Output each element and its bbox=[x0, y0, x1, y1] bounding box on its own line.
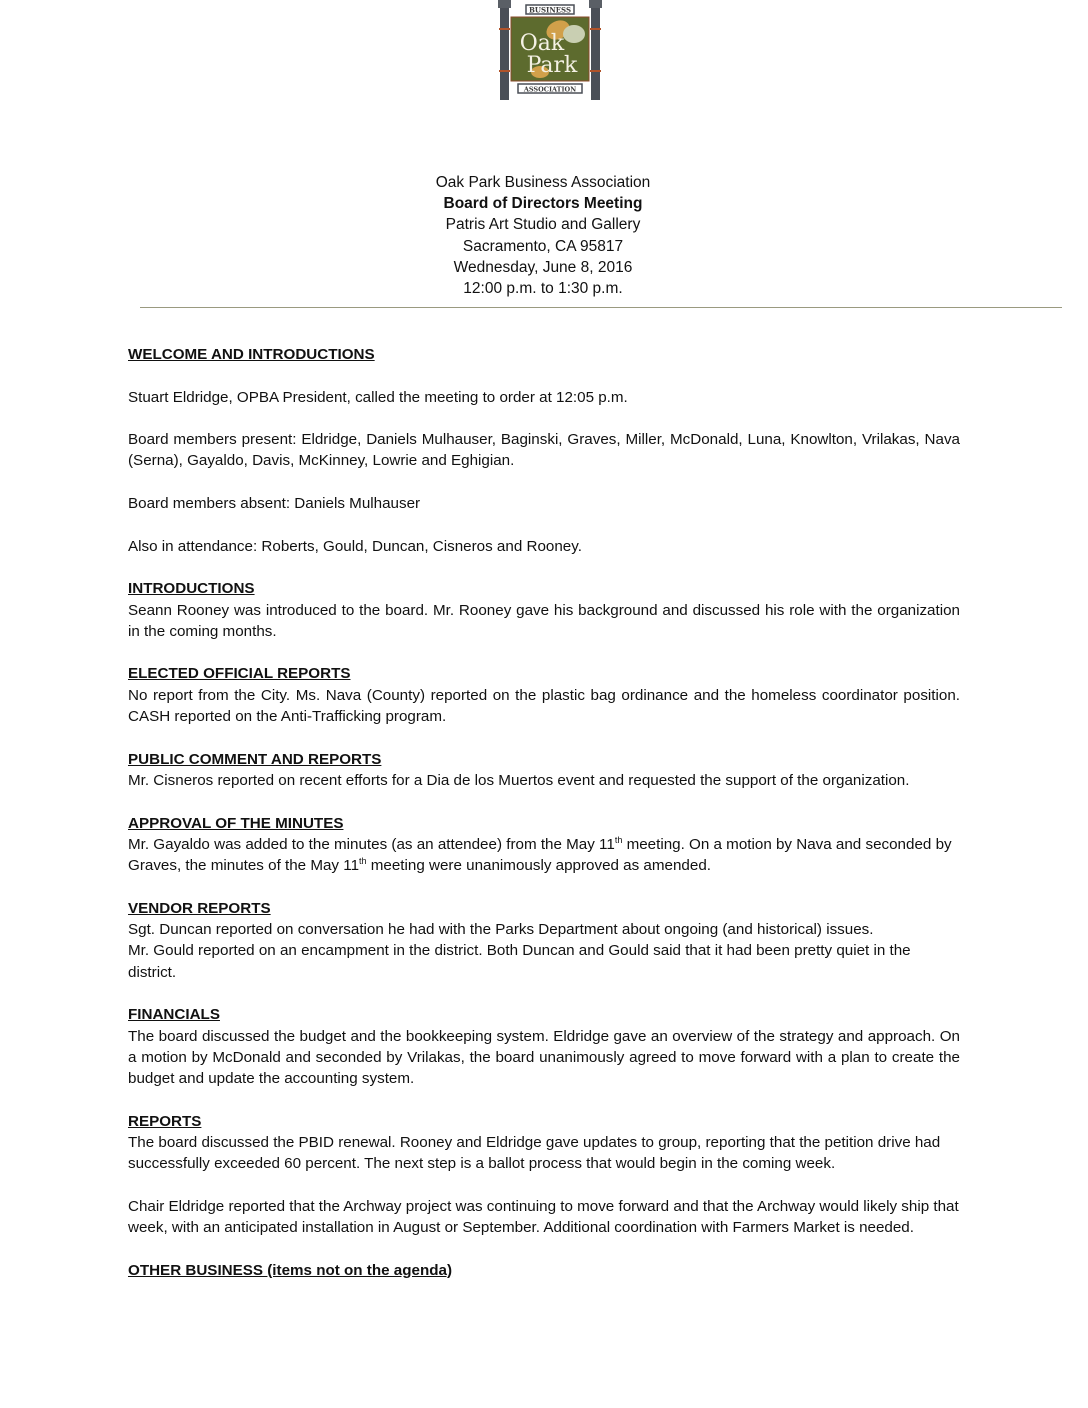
section-heading-reports: REPORTS bbox=[128, 1112, 202, 1130]
ordinal-suffix: th bbox=[614, 834, 623, 845]
venue: Patris Art Studio and Gallery bbox=[445, 216, 641, 234]
meeting-time: 12:00 p.m. to 1:30 p.m. bbox=[463, 280, 623, 298]
ordinal-suffix: th bbox=[359, 856, 367, 867]
section-heading-vendor-reports: VENDOR REPORTS bbox=[128, 899, 271, 917]
header-divider bbox=[140, 307, 1062, 308]
public-comment-body: Mr. Cisneros reported on recent efforts for a Dia de los Muertos event and requested the support of the organization. bbox=[128, 771, 910, 789]
meeting-title: Board of Directors Meeting bbox=[443, 195, 643, 213]
section-heading-other-business: OTHER BUSINESS (items not on the agenda) bbox=[128, 1261, 453, 1279]
vendor-report-duncan: Sgt. Duncan reported on conversation he had with the Parks Department about ongoing (and historical) issues. bbox=[128, 921, 874, 939]
reports-pbid-body: The board discussed the PBID renewal. Rooney and Eldridge gave updates to group, reporting that the petition drive had successfully exceeded 60 percent. The next step is a ballot process that would begin in the coming week. bbox=[128, 1133, 941, 1173]
vendor-report-gould: Mr. Gould reported on an encampment in the district. Both Duncan and Gould said that it had been pretty quiet in the district. bbox=[128, 942, 911, 981]
call-to-order: Stuart Eldridge, OPBA President, called the meeting to order at 12:05 p.m. bbox=[128, 388, 628, 406]
oak-park-archway-logo-icon bbox=[496, 0, 604, 104]
minutes-body bbox=[128, 344, 960, 1281]
elected-official-reports-body: No report from the City. Ms. Nava (County) reported on the plastic bag ordinance and the homeless coordinator position. CASH reported on the Anti-Trafficking program. bbox=[128, 686, 960, 726]
also-in-attendance: Also in attendance: Roberts, Gould, Duncan, Cisneros and Rooney. bbox=[128, 537, 582, 555]
svg-text:Oak: Oak bbox=[519, 31, 565, 56]
approval-of-minutes-body bbox=[128, 834, 960, 877]
section-heading-welcome: WELCOME AND INTRODUCTIONS bbox=[128, 346, 375, 363]
meeting-date: Wednesday, June 8, 2016 bbox=[453, 258, 633, 276]
svg-text:BUSINESS: BUSINESS bbox=[528, 5, 572, 15]
section-heading-approval-of-minutes: APPROVAL OF THE MINUTES bbox=[128, 814, 344, 832]
section-heading-public-comment: PUBLIC COMMENT AND REPORTS bbox=[128, 750, 382, 768]
approval-text-1: Mr. Gayaldo was added to the minutes (as an attendee) from the May 11 bbox=[128, 835, 615, 853]
section-heading-elected-official-reports: ELECTED OFFICIAL REPORTS bbox=[128, 665, 351, 683]
reports-archway-body: Chair Eldridge reported that the Archway project was continuing to move forward and that the Archway would likely ship that week, with an anticipated installation in August or September. Additional coordination with Farmers Market is needed. bbox=[128, 1197, 959, 1237]
financials-body: The board discussed the budget and the bookkeeping system. Eldridge gave an overview of the strategy and approach. On a motion by McDonald and seconded by Vrilakas, the board unanimously agreed to move forward with a plan to create the budget and update the accounting system. bbox=[128, 1027, 960, 1088]
svg-text:ASSOCIATION: ASSOCIATION bbox=[523, 85, 577, 94]
meeting-header bbox=[340, 172, 746, 299]
city: Sacramento, CA 95817 bbox=[462, 237, 624, 255]
approval-text-2: meeting. On a motion by Nava and seconded by Graves, the minutes of the May 11 bbox=[128, 835, 952, 875]
section-heading-introductions: INTRODUCTIONS bbox=[128, 580, 255, 598]
section-heading-financials: FINANCIALS bbox=[128, 1006, 220, 1024]
members-absent: Board members absent: Daniels Mulhauser bbox=[128, 495, 421, 513]
approval-text-3: meeting were unanimously approved as amended. bbox=[366, 857, 711, 875]
oak-park-logo bbox=[496, 0, 604, 104]
svg-text:Park: Park bbox=[526, 53, 578, 78]
members-present: Board members present: Eldridge, Daniels Mulhauser, Baginski, Graves, Miller, McDonald, Luna, Knowlton, Vrilakas, Nava (Serna), Gayaldo, Davis, McKinney, Lowrie and Eghigian. bbox=[128, 431, 960, 470]
introductions-body: Seann Rooney was introduced to the board. Mr. Rooney gave his background and discussed his role with the organization in the coming months. bbox=[128, 601, 960, 640]
organization-name: Oak Park Business Association bbox=[435, 174, 651, 191]
